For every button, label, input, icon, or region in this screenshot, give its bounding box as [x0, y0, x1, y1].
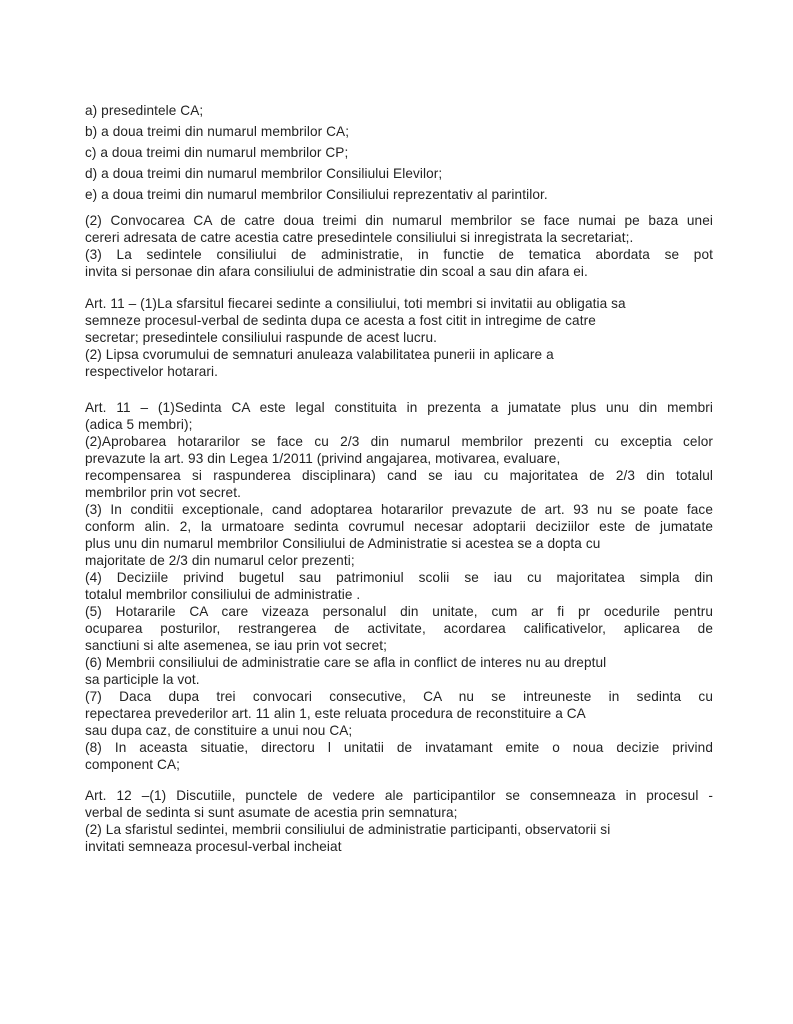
text-line: (4) Deciziile privind bugetul sau patrimoniul scolii se iau cu majoritatea simpla din	[85, 570, 713, 585]
para-art11-sedinta-ca	[85, 399, 713, 773]
text-line: invita si personae din afara consiliului de administratie din scoal a sau din afara ei.	[85, 264, 588, 279]
text-line: cereri adresata de catre acestia catre presedintele consiliului si inregistrata la secretariat;.	[85, 230, 634, 245]
para-art11-proces-verbal	[85, 295, 713, 380]
text-line: a) presedintele CA;	[85, 103, 204, 118]
text-line: prevazute la art. 93 din Legea 1/2011 (privind angajarea, motivarea, evaluare,	[85, 451, 561, 466]
text-line: Art. 11 – (1)La sfarsitul fiecarei sedinte a consiliului, toti membri si invitatii au obligatia sa	[85, 296, 626, 311]
text-line: recompensarea si raspunderea disciplinara) cand se iau cu majoritatea de 2/3 din totalul	[85, 468, 713, 483]
text-line: majoritate de 2/3 din numarul celor prezenti;	[85, 553, 355, 568]
text-line: (5) Hotararile CA care vizeaza personalul din unitate, cum ar fi pr ocedurile pentru	[85, 604, 713, 619]
document-content	[85, 100, 713, 855]
text-line: totalul membrilor consiliului de administratie .	[85, 587, 361, 602]
text-line: invitati semneaza procesul-verbal incheiat	[85, 839, 342, 854]
text-line: c) a doua treimi din numarul membrilor CP;	[85, 145, 349, 160]
para-art12-discutii	[85, 787, 713, 855]
text-line: (2)Aprobarea hotararilor se face cu 2/3 din numarul membrilor prezenti cu exceptia celor	[85, 434, 713, 449]
text-line: plus unu din numarul membrilor Consiliului de Administratie si acestea se a dopta cu	[85, 536, 601, 551]
text-line: (7) Daca dupa trei convocari consecutive, CA nu se intreuneste in sedinta cu	[85, 689, 713, 704]
text-line: (2) La sfaristul sedintei, membrii consiliului de administratie participanti, observatorii si	[85, 822, 611, 837]
text-line: (2) Lipsa cvorumului de semnaturi anuleaza valabilitatea punerii in aplicare a	[85, 347, 554, 362]
text-line: (2) Convocarea CA de catre doua treimi din numarul membrilor se face numai pe baza unei	[85, 213, 713, 228]
enumeration-a-e	[85, 100, 713, 205]
text-line: verbal de sedinta si sunt asumate de acestia prin semnatura;	[85, 805, 458, 820]
para-convocare-ca	[85, 212, 713, 280]
text-line: Art. 11 – (1)Sedinta CA este legal constituita in prezenta a jumatate plus unu din membri	[85, 400, 713, 415]
text-line: component CA;	[85, 757, 180, 772]
text-line: (3) La sedintele consiliului de administratie, in functie de tematica abordata se pot	[85, 247, 713, 262]
text-line: (8) In aceasta situatie, directoru l unitatii de invatamant emite o noua decizie privind	[85, 740, 713, 755]
text-line: repectarea prevederilor art. 11 alin 1, este reluata procedura de reconstituire a CA	[85, 706, 586, 721]
text-line: sanctiuni si alte asemenea, se iau prin vot secret;	[85, 638, 388, 653]
text-line: d) a doua treimi din numarul membrilor Consiliului Elevilor;	[85, 166, 443, 181]
text-line: (adica 5 membri);	[85, 417, 193, 432]
text-line: conform alin. 2, la urmatoare sedinta covrumul necesar adoptarii deciziilor este de jumatate	[85, 519, 713, 534]
text-line: (3) In conditii exceptionale, cand adoptarea hotararilor prevazute de art. 93 nu se poate face	[85, 502, 713, 517]
text-line: semneze procesul-verbal de sedinta dupa ce acesta a fost citit in intregime de catre	[85, 313, 596, 328]
text-line: sau dupa caz, de constituire a unui nou CA;	[85, 723, 353, 738]
text-line: e) a doua treimi din numarul membrilor Consiliului reprezentativ al parintilor.	[85, 187, 548, 202]
text-line: membrilor prin vot secret.	[85, 485, 241, 500]
text-line: b) a doua treimi din numarul membrilor CA;	[85, 124, 350, 139]
text-line: secretar; presedintele consiliului raspunde de acest lucru.	[85, 330, 437, 345]
text-line: (6) Membrii consiliului de administratie care se afla in conflict de interes nu au dreptul	[85, 655, 607, 670]
text-line: Art. 12 –(1) Discutiile, punctele de vedere ale participantilor se consemneaza in procesul -	[85, 788, 713, 803]
text-line: respectivelor hotarari.	[85, 364, 219, 379]
text-line: ocuparea posturilor, restrangerea de activitate, acordarea calificativelor, aplicarea de	[85, 621, 713, 636]
text-line: sa participle la vot.	[85, 672, 200, 687]
